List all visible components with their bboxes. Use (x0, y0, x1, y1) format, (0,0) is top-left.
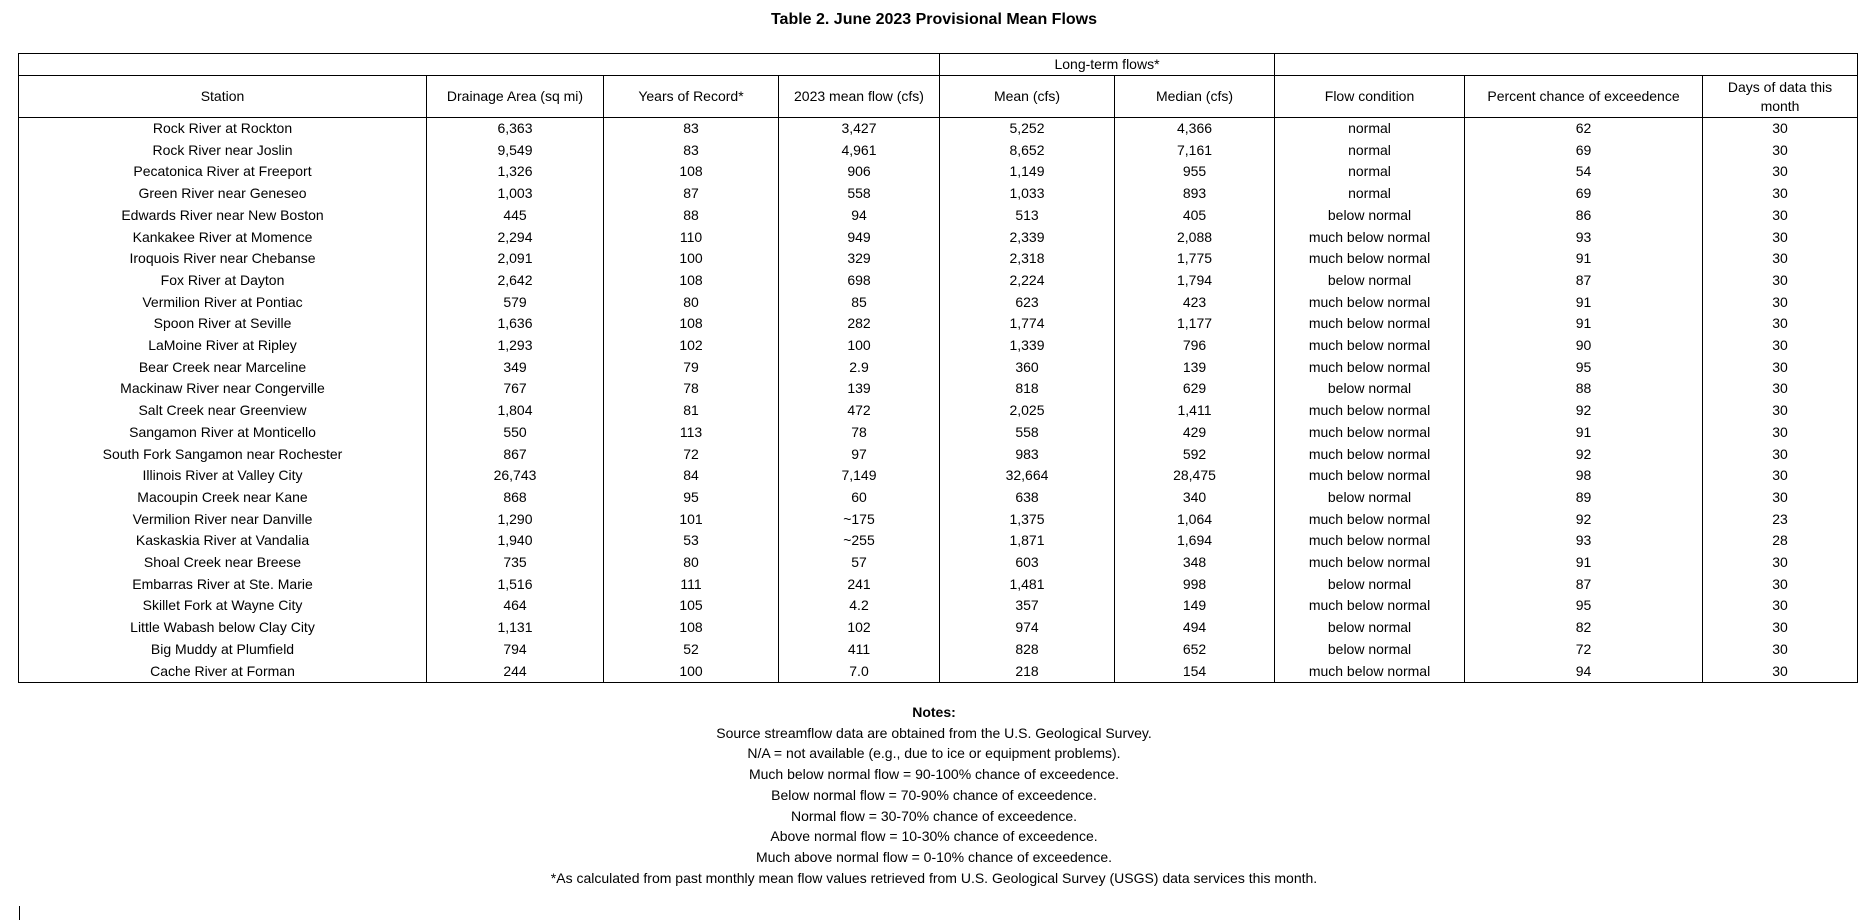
cell-median: 1,794 (1115, 270, 1275, 292)
cell-station: Sangamon River at Monticello (19, 422, 427, 444)
cell-2023-mean-flow: 698 (779, 270, 940, 292)
table-row (19, 465, 1858, 487)
table-row (19, 378, 1858, 400)
cell-percent-exceedence: 91 (1465, 292, 1703, 314)
table-row (19, 400, 1858, 422)
cell-station: LaMoine River at Ripley (19, 335, 427, 357)
cell-median: 998 (1115, 574, 1275, 596)
cell-days-of-data: 28 (1703, 530, 1858, 552)
table-row (19, 292, 1858, 314)
cell-percent-exceedence: 92 (1465, 400, 1703, 422)
cell-years-of-record: 84 (604, 465, 779, 487)
cell-days-of-data: 30 (1703, 292, 1858, 314)
cell-percent-exceedence: 92 (1465, 444, 1703, 466)
cell-flow-condition: much below normal (1275, 661, 1465, 683)
cell-2023-mean-flow: 3,427 (779, 118, 940, 140)
cell-percent-exceedence: 87 (1465, 574, 1703, 596)
cell-2023-mean-flow: 78 (779, 422, 940, 444)
cell-days-of-data: 30 (1703, 313, 1858, 335)
table-row (19, 161, 1858, 183)
cell-drainage-area: 1,636 (427, 313, 604, 335)
cell-mean: 623 (940, 292, 1115, 314)
column-header-station: Station (19, 76, 427, 118)
cell-station: Cache River at Forman (19, 661, 427, 683)
cell-station: Illinois River at Valley City (19, 465, 427, 487)
provisional-mean-flows-table (18, 53, 1858, 683)
cell-median: 893 (1115, 183, 1275, 205)
cell-mean: 5,252 (940, 118, 1115, 140)
cell-median: 340 (1115, 487, 1275, 509)
cell-median: 429 (1115, 422, 1275, 444)
cell-2023-mean-flow: 411 (779, 639, 940, 661)
cell-mean: 1,375 (940, 509, 1115, 531)
column-header-days-of-data: Days of data this month (1703, 76, 1858, 118)
cell-flow-condition: below normal (1275, 205, 1465, 227)
note-line: Source streamflow data are obtained from the U.S. Geological Survey. (716, 724, 1152, 741)
cell-years-of-record: 111 (604, 574, 779, 596)
cell-2023-mean-flow: 60 (779, 487, 940, 509)
cell-station: Shoal Creek near Breese (19, 552, 427, 574)
cell-percent-exceedence: 87 (1465, 270, 1703, 292)
cell-median: 592 (1115, 444, 1275, 466)
column-header-percent-exceedence: Percent chance of exceedence (1465, 76, 1703, 118)
cell-mean: 1,149 (940, 161, 1115, 183)
cell-drainage-area: 579 (427, 292, 604, 314)
cell-flow-condition: much below normal (1275, 465, 1465, 487)
cell-drainage-area: 550 (427, 422, 604, 444)
cell-drainage-area: 1,003 (427, 183, 604, 205)
cell-flow-condition: normal (1275, 140, 1465, 162)
cell-mean: 513 (940, 205, 1115, 227)
cell-mean: 558 (940, 422, 1115, 444)
cell-percent-exceedence: 91 (1465, 248, 1703, 270)
cell-days-of-data: 30 (1703, 335, 1858, 357)
cell-station: Bear Creek near Marceline (19, 357, 427, 379)
cell-days-of-data: 30 (1703, 357, 1858, 379)
table-row (19, 335, 1858, 357)
notes-section (0, 702, 1868, 888)
cell-station: Spoon River at Seville (19, 313, 427, 335)
cell-days-of-data: 30 (1703, 248, 1858, 270)
cell-station: Edwards River near New Boston (19, 205, 427, 227)
cell-mean: 218 (940, 661, 1115, 683)
cell-station: Pecatonica River at Freeport (19, 161, 427, 183)
cell-median: 1,775 (1115, 248, 1275, 270)
cell-flow-condition: much below normal (1275, 313, 1465, 335)
cell-days-of-data: 30 (1703, 118, 1858, 140)
cell-drainage-area: 244 (427, 661, 604, 683)
cell-years-of-record: 83 (604, 118, 779, 140)
cell-drainage-area: 26,743 (427, 465, 604, 487)
cell-mean: 360 (940, 357, 1115, 379)
cell-2023-mean-flow: ~175 (779, 509, 940, 531)
table-row (19, 313, 1858, 335)
cell-years-of-record: 80 (604, 292, 779, 314)
cell-years-of-record: 52 (604, 639, 779, 661)
cell-percent-exceedence: 90 (1465, 335, 1703, 357)
group-header-blank-left (19, 54, 940, 76)
cell-median: 1,177 (1115, 313, 1275, 335)
cell-median: 28,475 (1115, 465, 1275, 487)
cell-flow-condition: much below normal (1275, 400, 1465, 422)
cell-percent-exceedence: 82 (1465, 617, 1703, 639)
cell-median: 423 (1115, 292, 1275, 314)
cell-flow-condition: much below normal (1275, 422, 1465, 444)
column-header-median: Median (cfs) (1115, 76, 1275, 118)
long-term-flows-header: Long-term flows* (940, 54, 1275, 76)
cell-mean: 974 (940, 617, 1115, 639)
cell-mean: 1,871 (940, 530, 1115, 552)
cell-percent-exceedence: 94 (1465, 661, 1703, 683)
cell-mean: 1,481 (940, 574, 1115, 596)
cell-days-of-data: 30 (1703, 465, 1858, 487)
cell-percent-exceedence: 69 (1465, 140, 1703, 162)
cell-days-of-data: 30 (1703, 574, 1858, 596)
cell-mean: 828 (940, 639, 1115, 661)
cell-years-of-record: 53 (604, 530, 779, 552)
cell-median: 1,064 (1115, 509, 1275, 531)
cell-station: Kaskaskia River at Vandalia (19, 530, 427, 552)
cell-flow-condition: below normal (1275, 574, 1465, 596)
cell-drainage-area: 867 (427, 444, 604, 466)
cell-flow-condition: below normal (1275, 639, 1465, 661)
cell-station: South Fork Sangamon near Rochester (19, 444, 427, 466)
cell-2023-mean-flow: 100 (779, 335, 940, 357)
cell-2023-mean-flow: 139 (779, 378, 940, 400)
cell-years-of-record: 87 (604, 183, 779, 205)
table-row (19, 248, 1858, 270)
cell-percent-exceedence: 91 (1465, 313, 1703, 335)
note-line: Normal flow = 30-70% chance of exceedence. (791, 807, 1077, 824)
cell-station: Rock River at Rockton (19, 118, 427, 140)
cell-station: Skillet Fork at Wayne City (19, 595, 427, 617)
cell-years-of-record: 101 (604, 509, 779, 531)
notes-heading: Notes: (912, 704, 956, 720)
cell-days-of-data: 30 (1703, 639, 1858, 661)
cell-percent-exceedence: 72 (1465, 639, 1703, 661)
cell-flow-condition: much below normal (1275, 595, 1465, 617)
table-row (19, 183, 1858, 205)
cell-percent-exceedence: 91 (1465, 422, 1703, 444)
cell-years-of-record: 100 (604, 661, 779, 683)
column-header-2023-mean-flow: 2023 mean flow (cfs) (779, 76, 940, 118)
table-title: Table 2. June 2023 Provisional Mean Flows (770, 11, 1098, 28)
cell-2023-mean-flow: 57 (779, 552, 940, 574)
cell-percent-exceedence: 98 (1465, 465, 1703, 487)
table-row (19, 509, 1858, 531)
cell-drainage-area: 767 (427, 378, 604, 400)
cell-mean: 818 (940, 378, 1115, 400)
cell-station: Big Muddy at Plumfield (19, 639, 427, 661)
notes-lines (0, 723, 1868, 889)
cell-drainage-area: 1,940 (427, 530, 604, 552)
table-row (19, 661, 1858, 683)
cell-drainage-area: 1,516 (427, 574, 604, 596)
cell-flow-condition: much below normal (1275, 248, 1465, 270)
cell-years-of-record: 80 (604, 552, 779, 574)
cell-drainage-area: 445 (427, 205, 604, 227)
cell-flow-condition: much below normal (1275, 444, 1465, 466)
cell-percent-exceedence: 62 (1465, 118, 1703, 140)
cell-2023-mean-flow: 4.2 (779, 595, 940, 617)
cell-flow-condition: below normal (1275, 487, 1465, 509)
cell-mean: 1,033 (940, 183, 1115, 205)
column-header-mean: Mean (cfs) (940, 76, 1115, 118)
cell-station: Vermilion River at Pontiac (19, 292, 427, 314)
cell-years-of-record: 105 (604, 595, 779, 617)
cell-flow-condition: below normal (1275, 378, 1465, 400)
table-row (19, 118, 1858, 140)
cell-drainage-area: 9,549 (427, 140, 604, 162)
column-header-drainage-area: Drainage Area (sq mi) (427, 76, 604, 118)
table-row (19, 530, 1858, 552)
cell-median: 348 (1115, 552, 1275, 574)
note-line: N/A = not available (e.g., due to ice or equipment problems). (747, 745, 1121, 762)
cell-days-of-data: 23 (1703, 509, 1858, 531)
cell-drainage-area: 1,804 (427, 400, 604, 422)
cell-2023-mean-flow: ~255 (779, 530, 940, 552)
cell-days-of-data: 30 (1703, 270, 1858, 292)
cell-median: 139 (1115, 357, 1275, 379)
cell-days-of-data: 30 (1703, 161, 1858, 183)
cell-median: 652 (1115, 639, 1275, 661)
cell-station: Embarras River at Ste. Marie (19, 574, 427, 596)
cell-years-of-record: 108 (604, 270, 779, 292)
cell-flow-condition: much below normal (1275, 530, 1465, 552)
cell-drainage-area: 1,290 (427, 509, 604, 531)
cell-mean: 1,339 (940, 335, 1115, 357)
cell-percent-exceedence: 93 (1465, 227, 1703, 249)
cell-mean: 8,652 (940, 140, 1115, 162)
cell-years-of-record: 108 (604, 313, 779, 335)
cell-mean: 357 (940, 595, 1115, 617)
cell-percent-exceedence: 95 (1465, 357, 1703, 379)
cell-flow-condition: much below normal (1275, 357, 1465, 379)
cell-years-of-record: 113 (604, 422, 779, 444)
table-row (19, 595, 1858, 617)
cell-mean: 2,224 (940, 270, 1115, 292)
cell-years-of-record: 110 (604, 227, 779, 249)
cell-median: 7,161 (1115, 140, 1275, 162)
cell-days-of-data: 30 (1703, 183, 1858, 205)
cell-percent-exceedence: 69 (1465, 183, 1703, 205)
cell-percent-exceedence: 95 (1465, 595, 1703, 617)
cell-drainage-area: 349 (427, 357, 604, 379)
cell-mean: 1,774 (940, 313, 1115, 335)
cell-years-of-record: 83 (604, 140, 779, 162)
cell-years-of-record: 100 (604, 248, 779, 270)
cell-years-of-record: 102 (604, 335, 779, 357)
cell-median: 955 (1115, 161, 1275, 183)
cell-days-of-data: 30 (1703, 422, 1858, 444)
cell-mean: 2,318 (940, 248, 1115, 270)
cell-drainage-area: 464 (427, 595, 604, 617)
cell-days-of-data: 30 (1703, 595, 1858, 617)
cell-years-of-record: 108 (604, 617, 779, 639)
cell-drainage-area: 868 (427, 487, 604, 509)
cell-median: 1,411 (1115, 400, 1275, 422)
cell-days-of-data: 30 (1703, 617, 1858, 639)
note-line: *As calculated from past monthly mean flow values retrieved from U.S. Geological Survey (USGS) data services this month. (550, 869, 1318, 886)
cell-years-of-record: 108 (604, 161, 779, 183)
cell-years-of-record: 95 (604, 487, 779, 509)
cell-station: Rock River near Joslin (19, 140, 427, 162)
cell-flow-condition: much below normal (1275, 509, 1465, 531)
cell-drainage-area: 1,131 (427, 617, 604, 639)
cell-percent-exceedence: 89 (1465, 487, 1703, 509)
cell-days-of-data: 30 (1703, 140, 1858, 162)
cell-percent-exceedence: 54 (1465, 161, 1703, 183)
note-line: Above normal flow = 10-30% chance of exceedence. (770, 828, 1098, 845)
group-header-blank-right (1275, 54, 1858, 76)
cell-median: 494 (1115, 617, 1275, 639)
cell-days-of-data: 30 (1703, 378, 1858, 400)
table-row (19, 552, 1858, 574)
cell-2023-mean-flow: 472 (779, 400, 940, 422)
table-row (19, 444, 1858, 466)
column-header-flow-condition: Flow condition (1275, 76, 1465, 118)
cell-percent-exceedence: 93 (1465, 530, 1703, 552)
cell-median: 4,366 (1115, 118, 1275, 140)
cell-drainage-area: 2,294 (427, 227, 604, 249)
cell-2023-mean-flow: 7.0 (779, 661, 940, 683)
cell-drainage-area: 2,091 (427, 248, 604, 270)
cell-flow-condition: below normal (1275, 617, 1465, 639)
table-row (19, 487, 1858, 509)
cell-flow-condition: normal (1275, 161, 1465, 183)
cell-2023-mean-flow: 558 (779, 183, 940, 205)
column-header-years-of-record: Years of Record* (604, 76, 779, 118)
cell-station: Fox River at Dayton (19, 270, 427, 292)
cell-days-of-data: 30 (1703, 487, 1858, 509)
cell-flow-condition: much below normal (1275, 227, 1465, 249)
cell-percent-exceedence: 92 (1465, 509, 1703, 531)
cell-2023-mean-flow: 241 (779, 574, 940, 596)
cell-days-of-data: 30 (1703, 444, 1858, 466)
cell-years-of-record: 78 (604, 378, 779, 400)
cell-2023-mean-flow: 85 (779, 292, 940, 314)
cell-days-of-data: 30 (1703, 227, 1858, 249)
cell-median: 629 (1115, 378, 1275, 400)
cell-flow-condition: normal (1275, 118, 1465, 140)
table-row (19, 205, 1858, 227)
cell-median: 405 (1115, 205, 1275, 227)
table-row (19, 574, 1858, 596)
table-row (19, 270, 1858, 292)
cell-2023-mean-flow: 94 (779, 205, 940, 227)
cell-mean: 983 (940, 444, 1115, 466)
cell-mean: 32,664 (940, 465, 1115, 487)
cell-2023-mean-flow: 102 (779, 617, 940, 639)
cell-drainage-area: 1,293 (427, 335, 604, 357)
cell-mean: 2,025 (940, 400, 1115, 422)
table-row (19, 227, 1858, 249)
cell-station: Little Wabash below Clay City (19, 617, 427, 639)
table-row (19, 617, 1858, 639)
cell-median: 2,088 (1115, 227, 1275, 249)
cell-median: 1,694 (1115, 530, 1275, 552)
table-row (19, 140, 1858, 162)
cell-2023-mean-flow: 2.9 (779, 357, 940, 379)
cell-days-of-data: 30 (1703, 552, 1858, 574)
cell-mean: 638 (940, 487, 1115, 509)
cell-flow-condition: much below normal (1275, 335, 1465, 357)
cell-median: 154 (1115, 661, 1275, 683)
note-line: Much above normal flow = 0-10% chance of exceedence. (755, 848, 1113, 865)
cell-flow-condition: normal (1275, 183, 1465, 205)
cell-days-of-data: 30 (1703, 400, 1858, 422)
cell-flow-condition: much below normal (1275, 552, 1465, 574)
cell-station: Green River near Geneseo (19, 183, 427, 205)
cell-2023-mean-flow: 329 (779, 248, 940, 270)
cell-years-of-record: 79 (604, 357, 779, 379)
cell-flow-condition: much below normal (1275, 292, 1465, 314)
table-row (19, 422, 1858, 444)
table-row (19, 357, 1858, 379)
cell-days-of-data: 30 (1703, 205, 1858, 227)
cell-median: 796 (1115, 335, 1275, 357)
note-line: Below normal flow = 70-90% chance of exceedence. (771, 786, 1097, 803)
cell-2023-mean-flow: 906 (779, 161, 940, 183)
cell-drainage-area: 735 (427, 552, 604, 574)
cell-station: Vermilion River near Danville (19, 509, 427, 531)
column-header-row (19, 76, 1858, 118)
cell-percent-exceedence: 91 (1465, 552, 1703, 574)
cell-days-of-data: 30 (1703, 661, 1858, 683)
cell-flow-condition: below normal (1275, 270, 1465, 292)
cell-median: 149 (1115, 595, 1275, 617)
cell-years-of-record: 81 (604, 400, 779, 422)
cell-2023-mean-flow: 7,149 (779, 465, 940, 487)
cell-2023-mean-flow: 282 (779, 313, 940, 335)
cell-drainage-area: 2,642 (427, 270, 604, 292)
cell-percent-exceedence: 88 (1465, 378, 1703, 400)
cell-2023-mean-flow: 97 (779, 444, 940, 466)
cell-drainage-area: 6,363 (427, 118, 604, 140)
note-line: Much below normal flow = 90-100% chance of exceedence. (748, 766, 1120, 783)
cell-station: Salt Creek near Greenview (19, 400, 427, 422)
cell-mean: 2,339 (940, 227, 1115, 249)
cell-2023-mean-flow: 4,961 (779, 140, 940, 162)
cell-2023-mean-flow: 949 (779, 227, 940, 249)
cell-drainage-area: 1,326 (427, 161, 604, 183)
cell-station: Kankakee River at Momence (19, 227, 427, 249)
table-body (19, 118, 1858, 683)
cell-station: Mackinaw River near Congerville (19, 378, 427, 400)
cell-station: Iroquois River near Chebanse (19, 248, 427, 270)
cell-mean: 603 (940, 552, 1115, 574)
cell-years-of-record: 72 (604, 444, 779, 466)
group-header-row (19, 54, 1858, 76)
cell-years-of-record: 88 (604, 205, 779, 227)
cell-station: Macoupin Creek near Kane (19, 487, 427, 509)
cell-percent-exceedence: 86 (1465, 205, 1703, 227)
cell-drainage-area: 794 (427, 639, 604, 661)
table-row (19, 639, 1858, 661)
